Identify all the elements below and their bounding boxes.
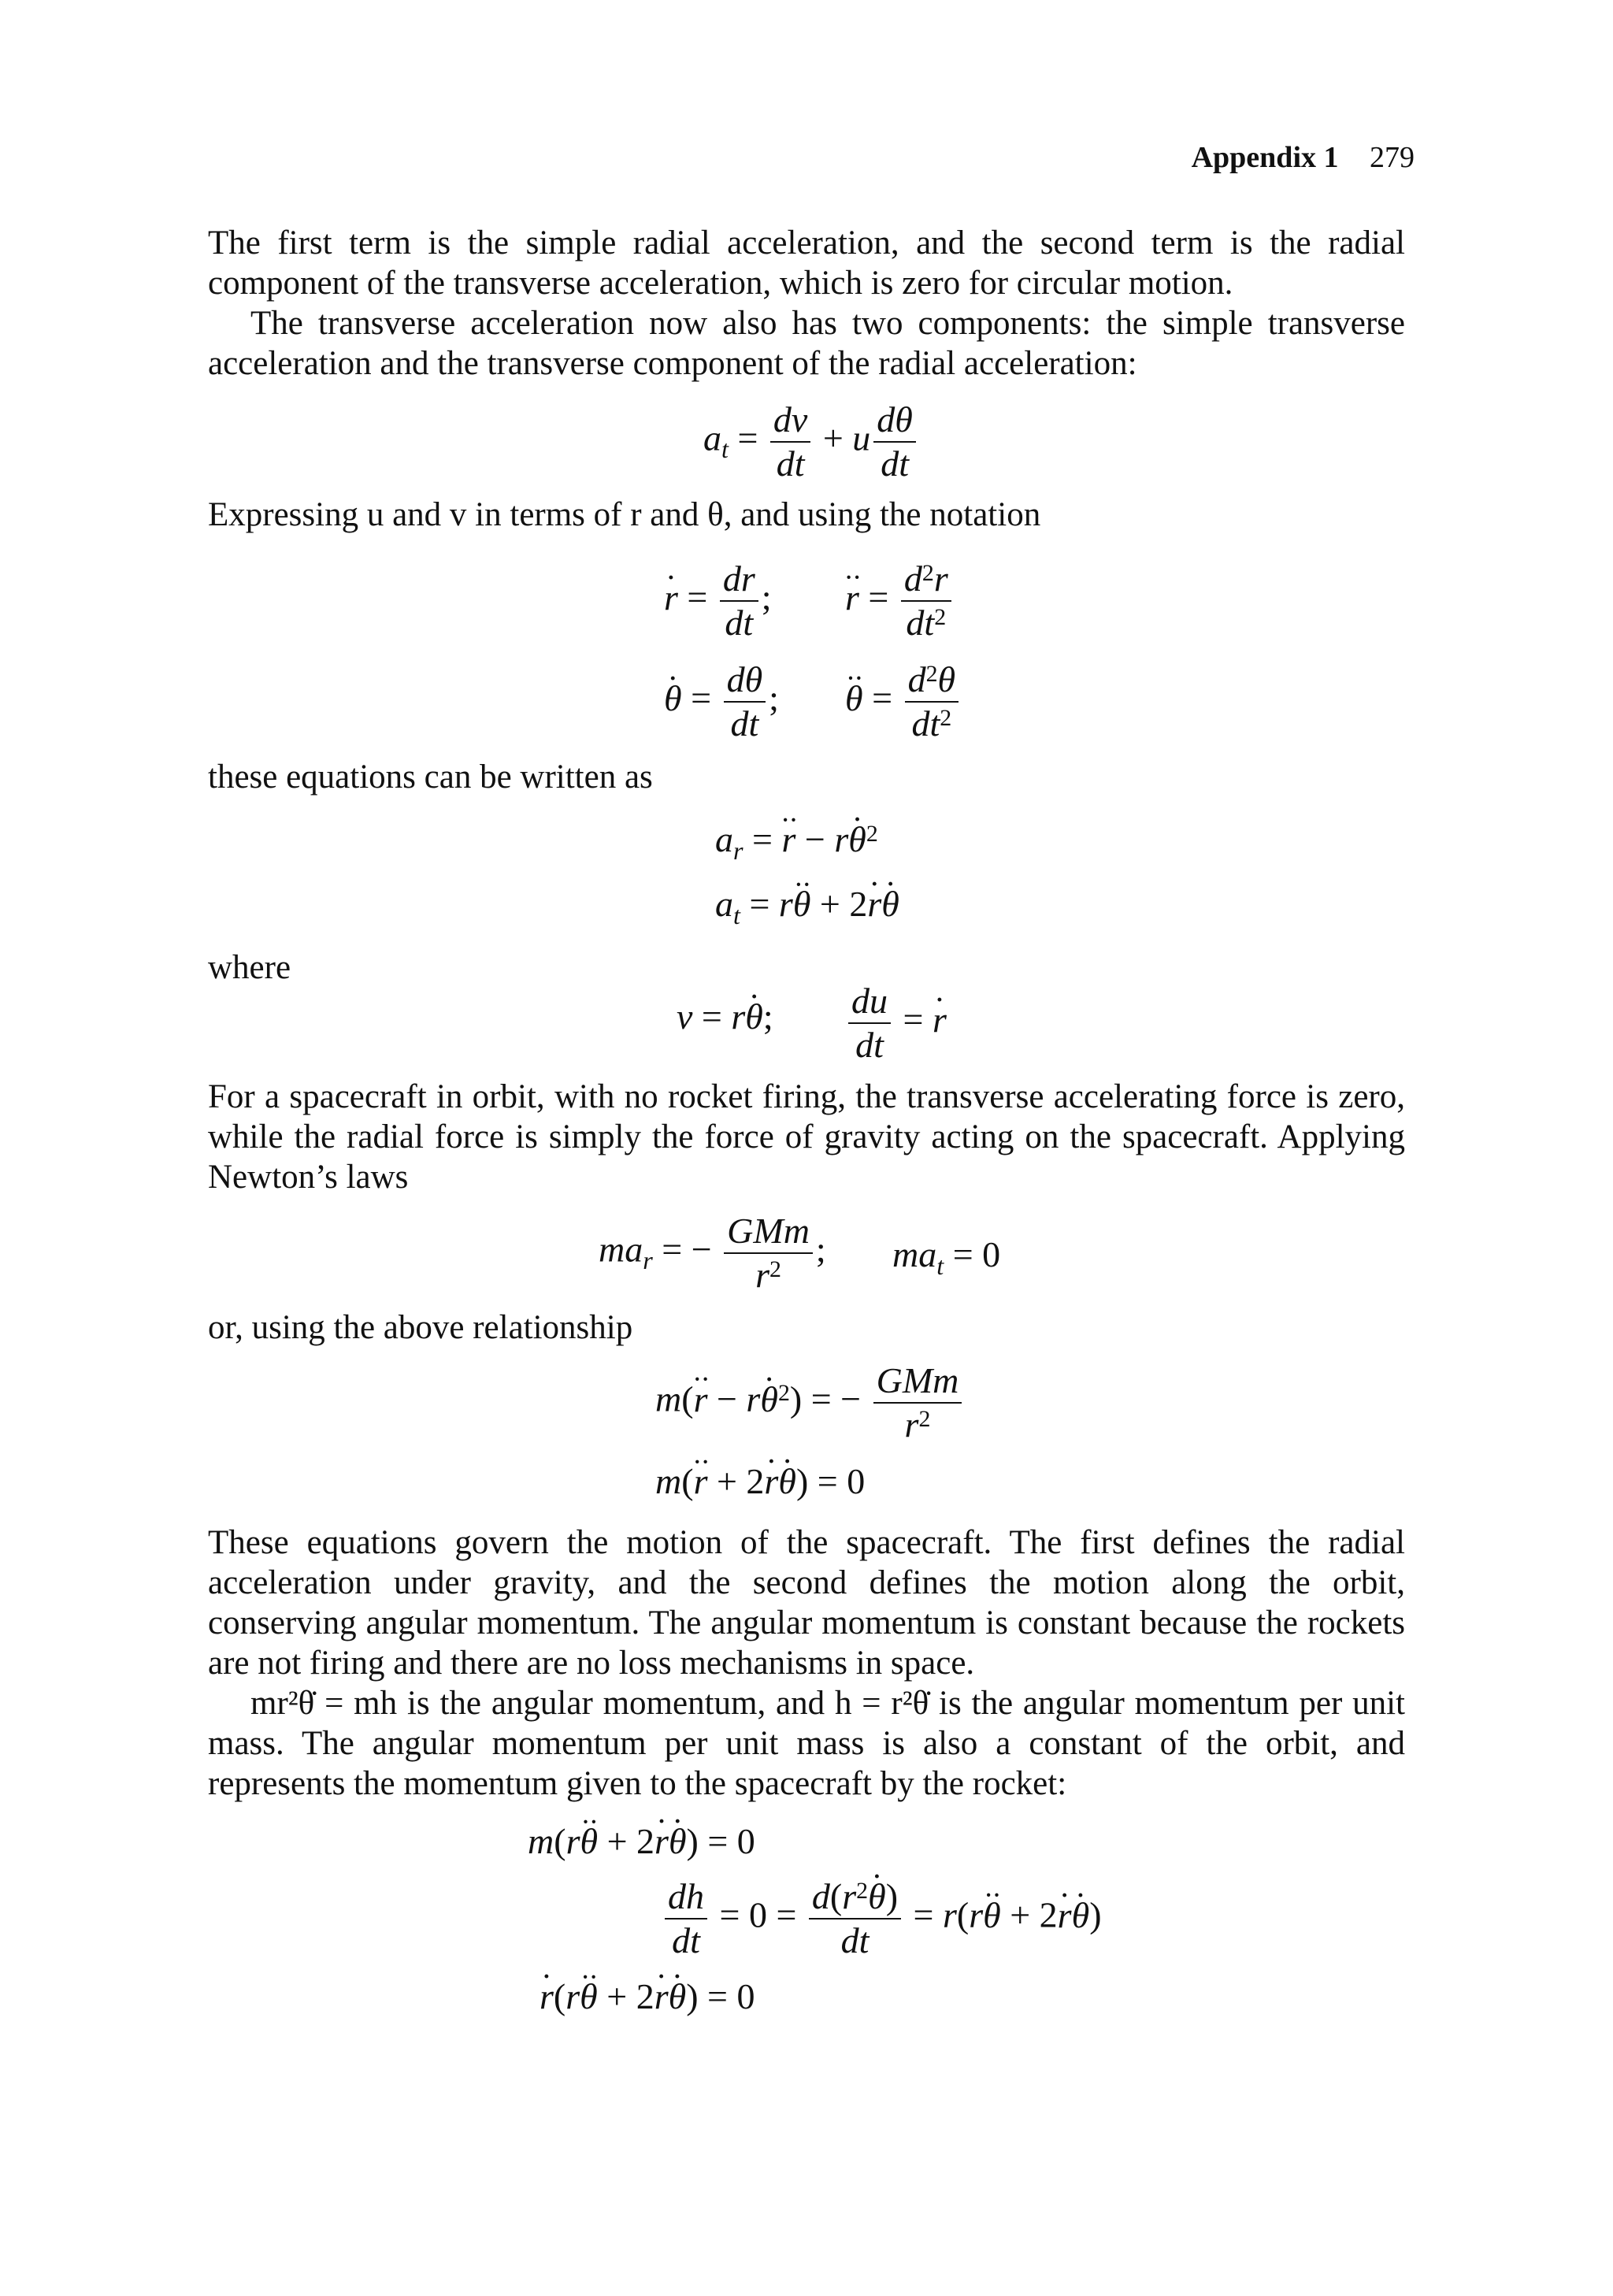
paragraph-4: these equations can be written as: [208, 759, 653, 796]
equation-r-dot: r · = $\frac{dr}{dt}$ ;: [664, 561, 772, 641]
paragraph-9: mr²θ̇ = mh is the angular momentum, and h = r²θ̇ is the angular momentum per unit mass. The angular momentum per unit mass is also a constant of the orbit, and represents the momentum given to the spacecraft by the rocket:: [208, 1685, 1405, 1802]
paragraph-5: where: [208, 949, 291, 986]
equation-dh-dt: $\frac{dh}{dt}$ = 0 = $\frac{d(r^2\theta \cdot)}{dt}$ = r(rθ ·· + 2r ·θ ·): [662, 1879, 1102, 1959]
equation-theta-dot: θ · = $\frac{d\theta}{dt}$ ;: [664, 662, 779, 742]
equation-newton-transverse: $ma_t = 0$: [892, 1234, 1001, 1280]
equation-transverse-motion: m(r ·· + 2r ·θ ·) = 0: [655, 1463, 865, 1500]
paragraph-3: Expressing u and v in terms of r and θ, and using the notation: [208, 496, 1041, 533]
running-header: [1192, 140, 1415, 175]
equation-angular-momentum-m: m(rθ ·· + 2r ·θ ·) = 0: [528, 1823, 755, 1860]
section-title: Appendix 1: [1191, 141, 1339, 174]
paragraph-8: These equations govern the motion of the spacecraft. The first defines the radial acceleration under gravity, and the second defines the motion along the orbit, conserving angular momentum. The angular momentum is constant because the rockets are not firing and there are no loss mechanisms in space.: [208, 1524, 1405, 1682]
equation-du-dt: $\frac{du}{dt}$ = r ·: [845, 983, 947, 1063]
page-number: 279: [1370, 141, 1415, 174]
equation-radial-acceleration: $a_r = r$ ·· − rθ ·$^2$: [715, 822, 878, 858]
equation-angular-momentum-rdot: r ·(rθ ·· + 2r ·θ ·) = 0: [540, 1979, 755, 2015]
equation-transverse-acceleration: $a_t$ = $\frac{dv}{dt}$ + u $\frac{d\theta}{dt}$: [703, 402, 919, 482]
paragraph-2: The transverse acceleration now also has two components: the simple transverse acceleration and the transverse component of the radial acceleration:: [208, 305, 1405, 382]
equation-velocity: v = rθ ·;: [677, 999, 773, 1035]
equation-theta-ddot: θ ·· = $\frac{d^2\theta}{dt^2}$: [845, 662, 962, 742]
equation-newton-radial: $ma_r$ = − $\frac{\text{GMm}}{r^2}$ ;: [599, 1211, 826, 1295]
paragraph-6: For a spacecraft in orbit, with no rocket firing, the transverse accelerating force is zero, while the radial force is simply the force of gravity acting on the spacecraft. Applying Newton’s laws: [208, 1078, 1405, 1196]
paragraph-7: or, using the above relationship: [208, 1309, 633, 1346]
equation-r-ddot: r ·· = $\frac{d^2r}{dt^2}$: [845, 561, 955, 641]
paragraph-1: The first term is the simple radial acceleration, and the second term is the radial component of the transverse acceleration, which is zero for circular motion.: [208, 224, 1405, 302]
equation-transverse-acceleration-polar: $a_t = r\theta$ ·· + 2r ·θ ·: [715, 886, 899, 922]
equation-radial-motion: m(r ·· − rθ ·$^2$) = − $\frac{\text{GMm}}{r^2}$: [655, 1363, 965, 1443]
